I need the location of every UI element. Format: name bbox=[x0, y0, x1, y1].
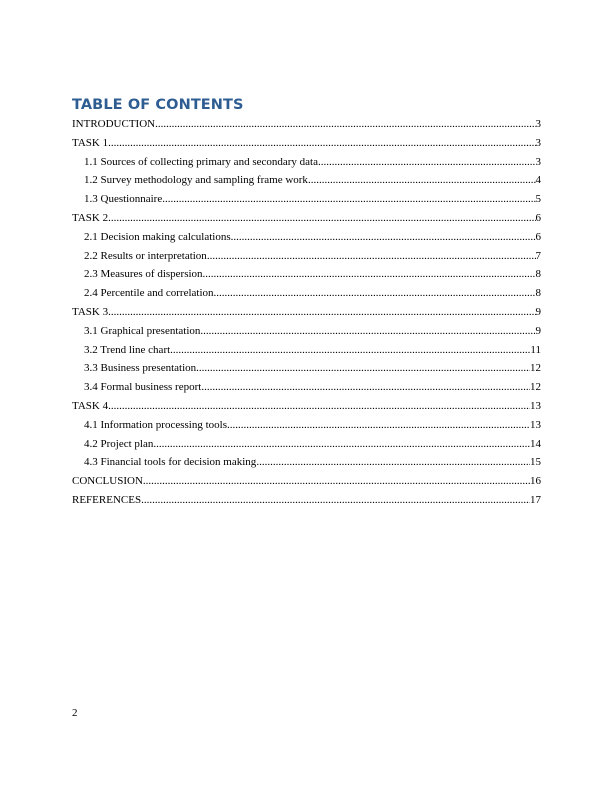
toc-entry-page: 4 bbox=[535, 174, 541, 187]
toc-entry-label: 2.2 Results or interpretation bbox=[84, 249, 207, 262]
toc-entry-label: TASK 4 bbox=[72, 399, 109, 412]
toc-subentry[interactable] bbox=[72, 265, 541, 284]
dot-leader bbox=[256, 453, 530, 472]
toc-entry-page: 7 bbox=[535, 249, 541, 262]
dot-leader bbox=[203, 265, 536, 284]
dot-leader bbox=[108, 303, 535, 322]
toc-entry-page: 14 bbox=[530, 437, 541, 450]
toc-entry-label: 2.4 Percentile and correlation bbox=[84, 287, 214, 300]
toc-entry-page: 3 bbox=[535, 136, 541, 149]
dot-leader bbox=[155, 115, 535, 134]
toc-entry-page: 15 bbox=[530, 456, 541, 469]
toc-entry[interactable] bbox=[72, 303, 541, 322]
toc-entry-page: 6 bbox=[535, 211, 541, 224]
toc-entry-page: 12 bbox=[530, 362, 541, 375]
toc-subentry[interactable] bbox=[72, 322, 541, 341]
toc-entry-page: 8 bbox=[535, 268, 541, 281]
toc-subentry[interactable] bbox=[72, 247, 541, 266]
dot-leader bbox=[200, 322, 535, 341]
toc-entry-label: 4.3 Financial tools for decision making bbox=[84, 456, 257, 469]
toc-entry-label: 2.1 Decision making calculations bbox=[84, 230, 231, 243]
toc-entry[interactable] bbox=[72, 472, 541, 491]
toc-entry-label: 4.1 Information processing tools bbox=[84, 418, 227, 431]
toc-entry-label: 2.3 Measures of dispersion bbox=[84, 268, 203, 281]
toc-entry-label: 3.1 Graphical presentation bbox=[84, 324, 201, 337]
toc-subentry[interactable] bbox=[72, 435, 541, 454]
dot-leader bbox=[207, 247, 536, 266]
toc-entry-page: 9 bbox=[535, 324, 541, 337]
dot-leader bbox=[108, 134, 535, 153]
toc-entry-page: 13 bbox=[530, 399, 541, 412]
toc-entry-label: TASK 3 bbox=[72, 305, 109, 318]
toc-entry-page: 16 bbox=[530, 475, 541, 488]
dot-leader bbox=[214, 284, 536, 303]
toc-entry-label: 3.2 Trend line chart bbox=[84, 343, 171, 356]
dot-leader bbox=[143, 472, 530, 491]
toc-entry-label: 3.4 Formal business report bbox=[84, 381, 202, 394]
toc-entry-label: REFERENCES bbox=[72, 493, 142, 506]
dot-leader bbox=[141, 491, 530, 510]
dot-leader bbox=[108, 397, 530, 416]
toc-entry-label: INTRODUCTION bbox=[72, 118, 156, 130]
toc-entry-page: 3 bbox=[535, 118, 541, 130]
toc-entry-label: 1.1 Sources of collecting primary and secondary data bbox=[84, 155, 318, 168]
toc-entry-label: 3.3 Business presentation bbox=[84, 362, 197, 375]
dot-leader bbox=[196, 359, 530, 378]
toc-list bbox=[72, 115, 541, 510]
dot-leader bbox=[108, 209, 535, 228]
toc-entry-label: 1.3 Questionnaire bbox=[84, 193, 163, 206]
toc-entry-page: 12 bbox=[530, 381, 541, 394]
toc-entry-page: 6 bbox=[535, 230, 541, 243]
toc-subentry[interactable] bbox=[72, 171, 541, 190]
dot-leader bbox=[162, 190, 535, 209]
dot-leader bbox=[227, 416, 530, 435]
toc-entry-label: TASK 2 bbox=[72, 211, 109, 224]
dot-leader bbox=[231, 228, 536, 247]
dot-leader bbox=[170, 341, 530, 360]
toc-subentry[interactable] bbox=[72, 359, 541, 378]
toc-entry-page: 9 bbox=[535, 305, 541, 318]
toc-entry-label: 1.2 Survey methodology and sampling frame work bbox=[84, 174, 308, 187]
toc-entry-page: 11 bbox=[530, 343, 541, 356]
toc-entry-page: 17 bbox=[530, 493, 541, 506]
toc-entry[interactable] bbox=[72, 115, 541, 134]
toc-entry[interactable] bbox=[72, 397, 541, 416]
toc-entry[interactable] bbox=[72, 491, 541, 510]
toc-subentry[interactable] bbox=[72, 453, 541, 472]
toc-subentry[interactable] bbox=[72, 416, 541, 435]
toc-entry-label: 4.2 Project plan bbox=[84, 437, 154, 450]
dot-leader bbox=[308, 171, 536, 190]
toc-entry-label: CONCLUSION bbox=[72, 475, 143, 488]
toc-subentry[interactable] bbox=[72, 341, 541, 360]
toc-subentry[interactable] bbox=[72, 228, 541, 247]
toc-entry-page: 8 bbox=[535, 287, 541, 300]
toc-subentry[interactable] bbox=[72, 153, 541, 172]
toc-entry[interactable] bbox=[72, 134, 541, 153]
toc-entry[interactable] bbox=[72, 209, 541, 228]
toc-entry-page: 5 bbox=[535, 193, 541, 206]
toc-subentry[interactable] bbox=[72, 284, 541, 303]
page-number: 2 bbox=[72, 707, 78, 719]
toc-subentry[interactable] bbox=[72, 378, 541, 397]
dot-leader bbox=[201, 378, 530, 397]
toc-entry-page: 3 bbox=[535, 155, 541, 168]
toc-subentry[interactable] bbox=[72, 190, 541, 209]
dot-leader bbox=[318, 153, 536, 172]
toc-entry-label: TASK 1 bbox=[72, 136, 109, 149]
toc-heading: TABLE OF CONTENTS bbox=[72, 97, 244, 113]
toc-entry-page: 13 bbox=[530, 418, 541, 431]
dot-leader bbox=[153, 435, 530, 454]
